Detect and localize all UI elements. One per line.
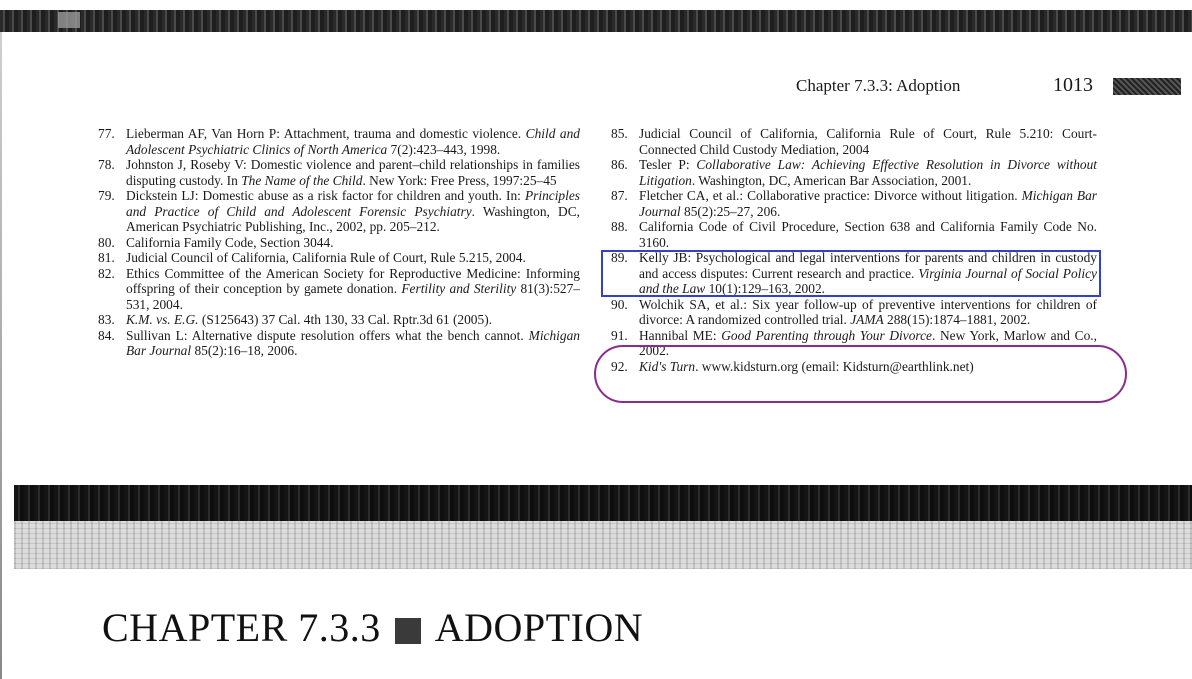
reference-text: California Family Code, Section 3044. [126,234,334,250]
reference-item [611,157,1097,188]
chapter-heading [102,604,643,651]
reference-item [98,188,580,235]
reference-text: Dickstein LJ: Domestic abuse as a risk factor for children and youth. In: Principles and Practice of Child and Adolescent Forensic Psychiatry. Washington, DC, American Psychiatric Publishing, Inc., 2002, pp. 205–212. [126,188,580,234]
reference-text: Kelly JB: Psychological and legal interventions for parents and children in custody and access disputes: Current research and practice. Virginia Journal of Social Policy and the Law 10(1):129–163, 2002. [639,250,1098,296]
reference-item [98,312,580,328]
reference-number: 90. [611,296,628,312]
reference-item [98,328,580,359]
reference-text: Wolchik SA, et al.: Six year follow-up of preventive interventions for children of divorce: A randomized controlled trial. JAMA 288(15):1874–1881, 2002. [639,296,1097,327]
reference-item [611,297,1097,328]
reference-number: 92. [611,358,628,374]
reference-item [98,235,580,251]
thumb-tab [1113,78,1181,95]
reference-text: K.M. vs. E.G. (S125643) 37 Cal. 4th 130, 33 Cal. Rptr.3d 61 (2005). [126,312,492,327]
reference-number: 87. [611,188,628,203]
reference-text: Sullivan L: Alternative dispute resolution offers what the bench cannot. Michigan Bar Journal 85(2):16–18, 2006. [126,327,580,358]
reference-item [98,157,580,188]
chapter-heading-title: ADOPTION [434,605,644,650]
reference-number: 89. [611,250,628,265]
chapter-dark-band [14,485,1192,521]
reference-number: 77. [98,126,115,141]
running-title: Chapter 7.3.3: Adoption [796,76,961,95]
reference-number: 84. [98,327,115,343]
references-left-column [98,126,580,359]
reference-text: Tesler P: Collaborative Law: Achieving Effective Resolution in Divorce without Litigation. Washington, DC, American Bar Association, 2001. [639,157,1098,188]
reference-text: Lieberman AF, Van Horn P: Attachment, trauma and domestic violence. Child and Adolescent Psychiatric Clinics of North America 7(2):423–443, 1998. [126,126,580,157]
reference-number: 88. [611,219,628,234]
reference-item [98,250,580,266]
reference-number: 85. [611,126,628,141]
page-number: 1013 [1053,74,1093,96]
reference-number: 82. [98,265,115,281]
scan-edge [0,30,2,679]
reference-text: Judicial Council of California, California Rule of Court, Rule 5.215, 2004. [126,250,526,265]
reference-text: Judicial Council of California, California Rule of Court, Rule 5.210: Court-Connected Child Custody Mediation, 2004 [639,126,1097,157]
reference-number: 81. [98,250,115,265]
reference-text: California Code of Civil Procedure, Section 638 and California Family Code No. 3160. [639,219,1097,250]
reference-text: Hannibal ME: Good Parenting through Your Divorce. New York, Marlow and Co., 2002. [639,327,1097,358]
reference-item [611,126,1097,157]
scan-mark-icon [58,12,80,28]
reference-item [98,266,580,313]
reference-item [611,219,1097,250]
chapter-heading-number: CHAPTER 7.3.3 [102,605,381,650]
reference-number: 78. [98,157,115,172]
reference-text: Fletcher CA, et al.: Collaborative practice: Divorce without litigation. Michigan Bar Journal 85(2):25–27, 206. [639,188,1097,219]
chapter-gray-band [14,521,1192,569]
reference-number: 79. [98,188,115,203]
highlight-box-ref-89 [601,250,1101,297]
reference-number: 80. [98,234,115,250]
reference-text: Ethics Committee of the American Society for Reproductive Medicine: Informing offspring of their conception by gamete donation. Fertility and Sterility 81(3):527–531, 2004. [126,265,580,312]
reference-number: 83. [98,312,115,327]
reference-text: Kid's Turn. www.kidsturn.org (email: Kidsturn@earthlink.net) [639,358,974,374]
top-scan-band [0,10,1192,32]
reference-text: Johnston J, Roseby V: Domestic violence and parent–child relationships in families disputing custody. In The Name of the Child. New York: Free Press, 1997:25–45 [126,157,580,188]
reference-number: 86. [611,157,628,172]
highlight-oval-refs-91-92 [594,345,1127,403]
reference-item [98,126,580,157]
reference-item [611,188,1097,219]
reference-number: 91. [611,327,628,343]
square-bullet-icon [395,618,421,644]
